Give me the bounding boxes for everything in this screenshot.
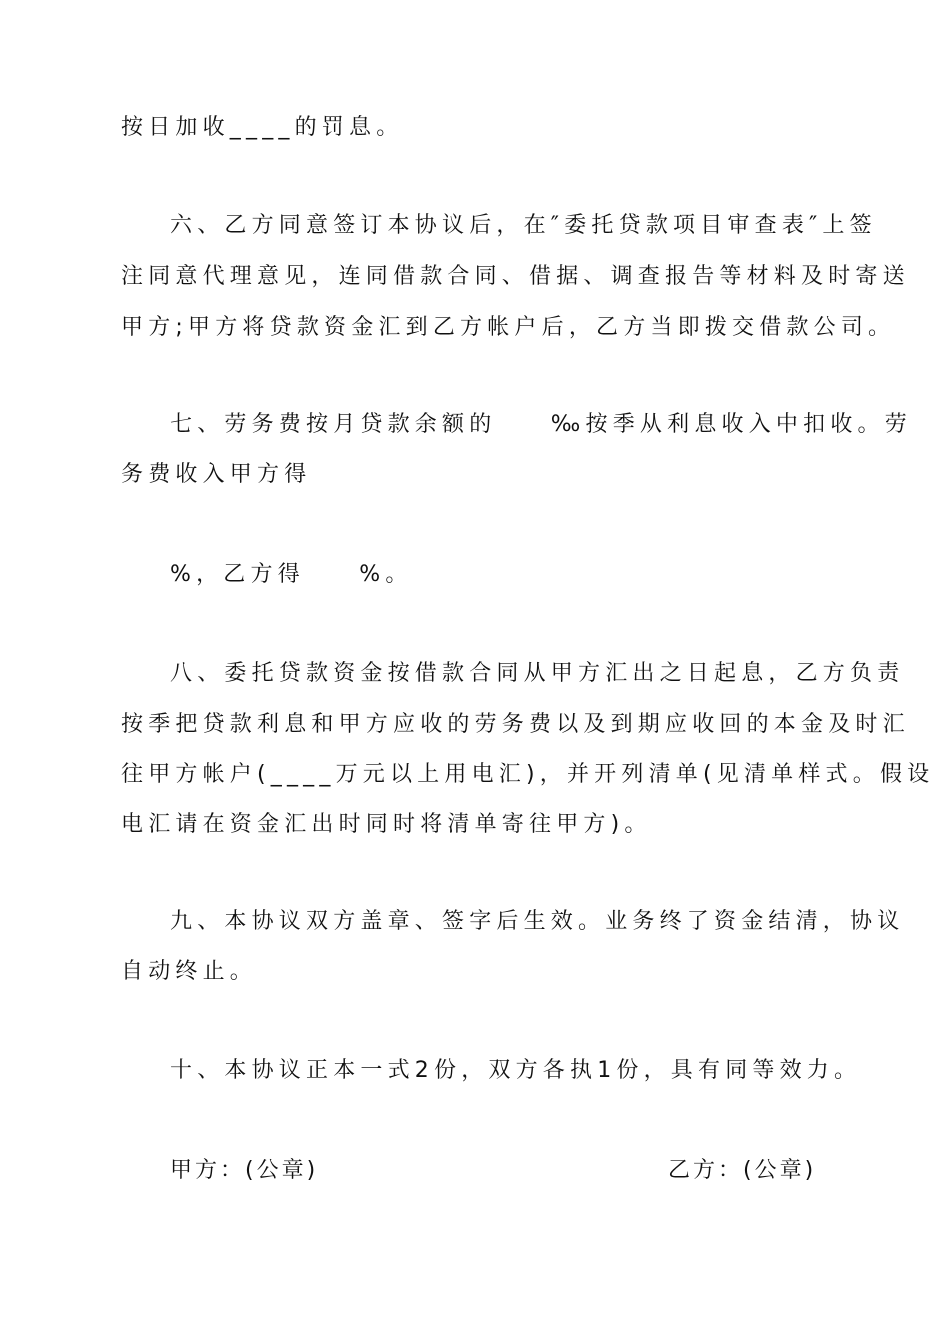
clause-7-line-2: 务费收入甲方得 — [121, 462, 312, 487]
party-a-seal-label: 甲方：(公章) — [170, 1158, 319, 1183]
clause-8-line-1: 八、委托贷款资金按借款合同从甲方汇出之日起息，乙方负责 — [170, 661, 905, 686]
clause-7-line-3: %，乙方得 %。 — [170, 562, 413, 587]
clause-8-line-2: 按季把贷款利息和甲方应收的劳务费以及到期应收回的本金及时汇 — [121, 712, 910, 737]
clause-8-line-4: 电汇请在资金汇出时同时将清单寄往甲方)。 — [121, 812, 652, 837]
clause-10-line-1: 十、本协议正本一式2份，双方各执1份，具有同等效力。 — [170, 1058, 862, 1083]
text-line-penalty: 按日加收____的罚息。 — [121, 115, 404, 140]
clause-6-line-1: 六、乙方同意签订本协议后，在″委托贷款项目审查表″上签 — [170, 213, 877, 238]
party-b-seal-label: 乙方：(公章) — [668, 1158, 817, 1183]
clause-6-line-3: 甲方;甲方将贷款资金汇到乙方帐户后，乙方当即拨交借款公司。 — [121, 315, 896, 340]
clause-8-line-3: 往甲方帐户(____万元以上用电汇)，并开列清单(见清单样式。假设 — [121, 762, 935, 787]
clause-7-line-1: 七、劳务费按月贷款余额的 ‰按季从利息收入中扣收。劳 — [170, 412, 912, 437]
clause-9-line-1: 九、本协议双方盖章、签字后生效。业务终了资金结清，协议 — [170, 909, 905, 934]
clause-6-line-2: 注同意代理意见，连同借款合同、借据、调查报告等材料及时寄送 — [121, 264, 910, 289]
clause-9-line-2: 自动终止。 — [121, 959, 258, 984]
